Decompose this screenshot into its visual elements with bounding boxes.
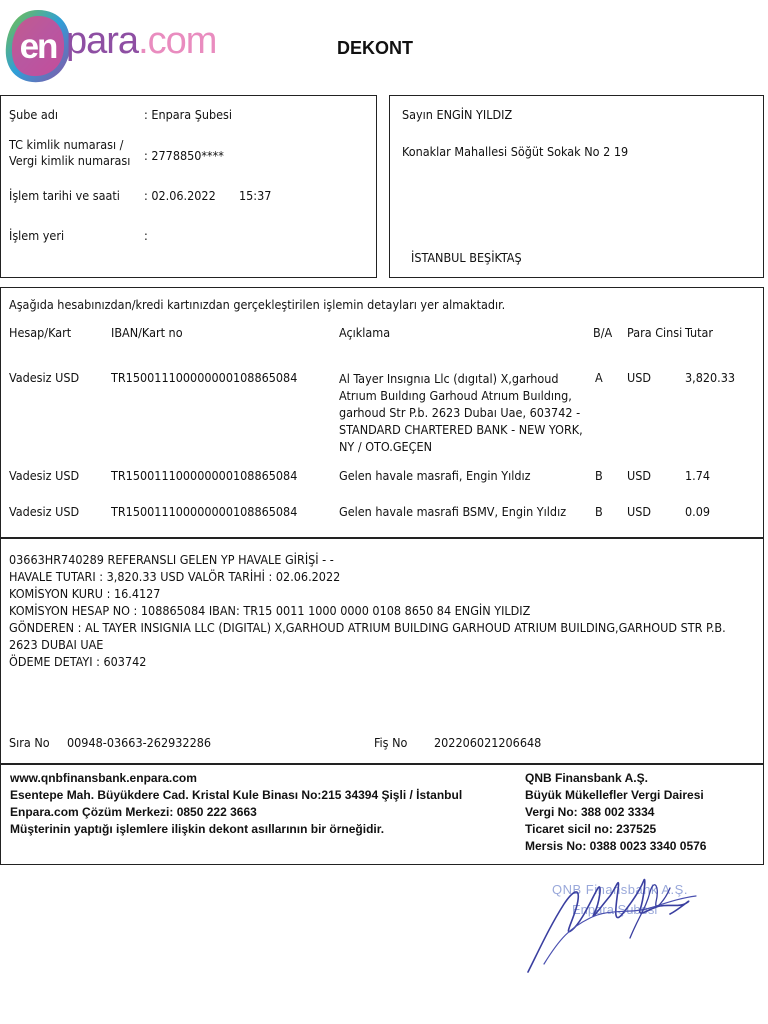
footer-address: Esentepe Mah. Büyükdere Cad. Kristal Kule Binası No:215 34394 Şişli / İstanbul: [10, 788, 463, 802]
row-1-desc-line: STANDARD CHARTERED BANK - NEW YORK,: [339, 422, 583, 437]
footer-tax-no: Vergi No: 388 002 3334: [525, 805, 655, 819]
tc-label-line-1: TC kimlik numarası /: [9, 137, 124, 152]
fis-no-label: Fiş No: [374, 735, 408, 750]
detail-line: HAVALE TUTARI : 3,820.33 USD VALÖR TARİHİ : 02.06.2022: [9, 569, 341, 584]
logo-para-text: para: [66, 20, 139, 62]
table-row-1-amount: 3,820.33: [685, 370, 736, 385]
customer-box: [389, 95, 764, 278]
customer-address: Konaklar Mahallesi Söğüt Sokak No 2 19: [402, 144, 629, 159]
tc-value: : 2778850****: [144, 148, 224, 163]
date-label: İşlem tarihi ve saati: [9, 188, 120, 203]
footer-right: [525, 770, 706, 855]
table-row-2-iban: TR150011100000000108865084: [111, 468, 298, 483]
stamp-line-1: QNB Finansbank A.Ş.: [552, 882, 688, 897]
header-description: Açıklama: [339, 325, 391, 340]
detail-line: KOMİSYON HESAP NO : 108865084 IBAN: TR15 0011 1000 0000 0108 8650 84 ENGİN YILDIZ: [9, 603, 531, 618]
detail-line: 03663HR740289 REFERANSLI GELEN YP HAVALE GİRİŞİ - -: [9, 552, 334, 567]
header-account: Hesap/Kart: [9, 325, 72, 340]
logo-en-text: en: [19, 27, 57, 66]
table-row-3-amount: 0.09: [685, 504, 711, 519]
detail-line: 2623 DUBAI UAE: [9, 637, 104, 652]
header-iban: IBAN/Kart no: [111, 325, 183, 340]
bank-footer-box: [0, 764, 764, 865]
time-value: 15:37: [239, 188, 272, 203]
footer-trade-registry: Ticaret sicil no: 237525: [525, 822, 657, 836]
footer-tax-office: Büyük Mükellefler Vergi Dairesi: [525, 788, 704, 802]
logo-com-text: .com: [138, 20, 217, 62]
row-1-desc-line: garhoud Str P.b. 2623 Dubaı Uae, 603742 -: [339, 405, 581, 420]
footer-mersis-no: Mersis No: 0388 0023 3340 0576: [525, 839, 707, 853]
place-value: :: [144, 228, 148, 243]
table-row-2-description: Gelen havale masrafi, Engin Yıldız: [339, 468, 531, 483]
header-amount: Tutar: [685, 325, 714, 340]
row-1-desc-line: Atrıum Buıldıng Garhoud Atrıum Buıldıng,: [339, 388, 572, 403]
bank-stamp-signature: [520, 868, 710, 978]
table-row-1-ba: A: [595, 370, 603, 385]
table-row-3-iban: TR150011100000000108865084: [111, 504, 298, 519]
footer-left: [10, 770, 462, 838]
tc-label-line-2: Vergi kimlik numarası: [9, 153, 131, 168]
table-row-1-description: [339, 370, 583, 455]
place-label: İşlem yeri: [9, 228, 65, 243]
detail-line: KOMİSYON KURU : 16.4127: [9, 586, 161, 601]
table-row-3-ba: B: [595, 504, 603, 519]
table-row-1-currency: USD: [627, 370, 652, 385]
detail-line: ÖDEME DETAYI : 603742: [9, 654, 147, 669]
header-ba: B/A: [593, 325, 613, 340]
header-currency: Para Cinsi: [627, 325, 683, 340]
table-row-3-currency: USD: [627, 504, 652, 519]
table-row-2-currency: USD: [627, 468, 652, 483]
customer-city: İSTANBUL BEŞİKTAŞ: [411, 250, 522, 265]
footer-website: www.qnbfinansbank.enpara.com: [10, 771, 197, 785]
row-1-desc-line: NY / OTO.GEÇEN: [339, 439, 433, 454]
table-row-2-account: Vadesiz USD: [9, 468, 80, 483]
transaction-table-box: [0, 287, 764, 538]
detail-line: GÖNDEREN : AL TAYER INSIGNIA LLC (DIGITAL) X,GARHOUD ATRIUM BUILDING GARHOUD ATRIUM BUILDING,GARHOUD STR P.B.: [9, 620, 726, 635]
transfer-details-box: [0, 538, 764, 764]
stamp-line-2: Enpara Şubesi: [572, 902, 658, 917]
transaction-info-box: [0, 95, 377, 278]
signature-icon: [520, 868, 710, 978]
document-title: DEKONT: [337, 38, 413, 58]
footer-support-phone: Enpara.com Çözüm Merkezi: 0850 222 3663: [10, 805, 257, 819]
transfer-details-text: [9, 551, 757, 670]
table-row-3-account: Vadesiz USD: [9, 504, 80, 519]
tc-label: [9, 137, 130, 169]
table-row-1-account: Vadesiz USD: [9, 370, 80, 385]
fis-no-value: 202206021206648: [434, 735, 542, 750]
customer-name: Sayın ENGİN YILDIZ: [402, 107, 513, 122]
date-value: : 02.06.2022: [144, 188, 216, 203]
footer-bank-name: QNB Finansbank A.Ş.: [525, 771, 648, 785]
row-1-desc-line: Al Tayer Insıgnıa Llc (dıgıtal) X,garhoud: [339, 371, 559, 386]
table-row-2-ba: B: [595, 468, 603, 483]
branch-value: : Enpara Şubesi: [144, 107, 233, 122]
table-row-3-description: Gelen havale masrafi BSMV, Engin Yıldız: [339, 504, 567, 519]
intro-text: Aşağıda hesabınızdan/kredi kartınızdan gerçekleştirilen işlemin detayları yer almaktadır.: [9, 297, 506, 312]
table-row-2-amount: 1.74: [685, 468, 711, 483]
logo-wordmark: [66, 20, 216, 63]
sira-no-value: 00948-03663-262932286: [67, 735, 212, 750]
sira-no-label: Sıra No: [9, 735, 50, 750]
enpara-logo: [2, 6, 217, 86]
table-row-1-iban: TR150011100000000108865084: [111, 370, 298, 385]
footer-disclaimer: Müşterinin yaptığı işlemlere ilişkin dekont asıllarının bir örneğidir.: [10, 822, 385, 836]
branch-label: Şube adı: [9, 107, 59, 122]
